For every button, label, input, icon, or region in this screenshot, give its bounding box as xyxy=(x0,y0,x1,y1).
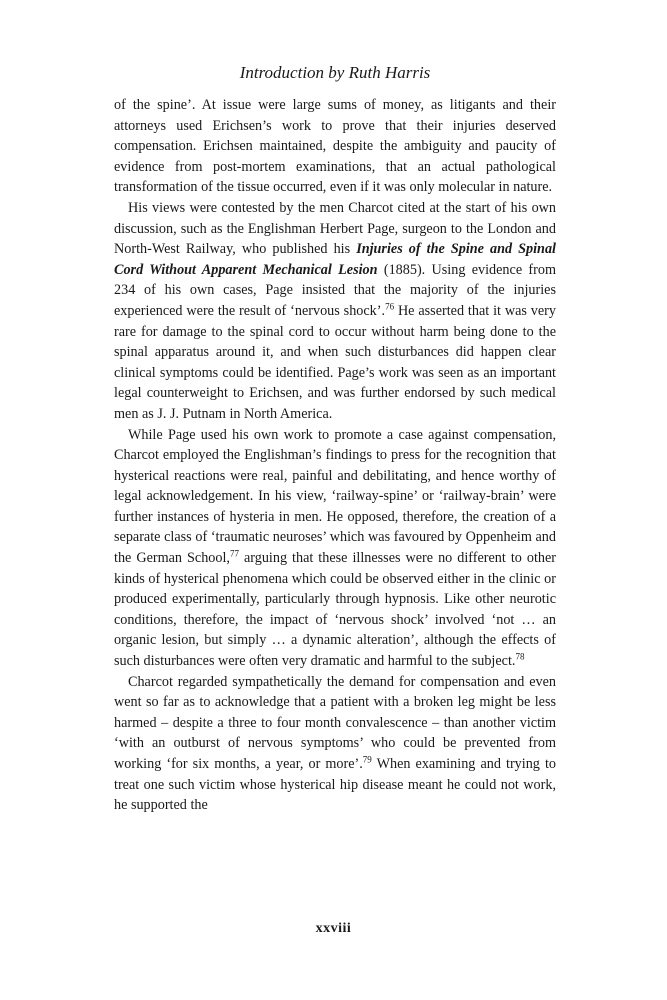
book-title: Injuries of the Spine and Spinal Cord Without Apparent Mechanical Lesion xyxy=(114,241,556,278)
footnote-marker: 79 xyxy=(362,754,372,765)
paragraph xyxy=(114,198,556,425)
paragraph-text: He asserted that it was very rare for damage to the spinal cord to occur without harm being done to the spinal apparatus around it, and when such disturbances did happen clear clinical symptoms could be identified. Page’s work was seen as an important legal counterweight to Erichsen, and was further endorsed by such medical men as J. J. Putnam in North America. xyxy=(114,302,557,422)
book-page xyxy=(114,62,556,816)
paragraph-text: His views were contested by the men Charcot cited at the start of his own discussion, such as the Englishman Herbert Page, surgeon to the London and North-West Railway, who published his xyxy=(114,199,556,258)
footnote-marker: 78 xyxy=(515,651,525,662)
running-head: Introduction by Ruth Harris xyxy=(239,63,431,82)
paragraph-text: When examining and trying to treat one such victim whose hysterical hip disease meant he could not work, he supported the xyxy=(114,756,556,814)
paragraph xyxy=(114,425,556,672)
paragraph-text: arguing that these illnesses were no different to other kinds of hysterical phenomena which could be observed either in the clinic or produced experimentally, particularly through hypnosis. Like other neurotic conditions, therefore, the impact of ‘nervous shock’ involved ‘not … an organic lesion, but simply … a dynamic alteration’, although the effects of such disturbances were often very dramatic and harmful to the subject. xyxy=(114,550,556,670)
body-text xyxy=(114,95,556,816)
page-number: xxviii xyxy=(315,921,352,936)
footnote-marker: 77 xyxy=(229,548,239,559)
paragraph-text: While Page used his own work to promote a case against compensation, Charcot employed the Englishman’s findings to press for the recognition that hysterical reactions were real, painful and debilitating, and hence worthy of legal acknowledgement. In his view, ‘railway-spine’ or ‘railway-brain’ were further instances of hysteria in men. He opposed, therefore, the creation of a separate class of ‘traumatic neuroses’ which was favoured by Oppenheim and the German School, xyxy=(114,426,556,567)
paragraph-text: Charcot regarded sympathetically the demand for compensation and even went so far as to acknowledge that a patient with a broken leg might be less harmed – despite a three to four month convalescence – than another victim ‘with an outburst of nervous symptoms’ who could be prevented from working ‘for six months, a year, or more’. xyxy=(114,673,556,772)
footnote-marker: 76 xyxy=(385,301,395,312)
paragraph xyxy=(114,672,556,816)
paragraph-text: (1885). Using evidence from 234 of his own cases, Page insisted that the majority of the injuries experienced were the result of ‘nervous shock’. xyxy=(114,261,556,319)
paragraph-text: of the spine’. At issue were large sums of money, as litigants and their attorneys used Erichsen’s work to prove that their injuries deserved compensation. Erichsen maintained, despite the ambiguity and paucity of evidence from post-mortem examinations, that an actual pathological transformation of the tissue occurred, even if it was only molecular in nature. xyxy=(114,97,556,196)
paragraph xyxy=(114,95,556,198)
